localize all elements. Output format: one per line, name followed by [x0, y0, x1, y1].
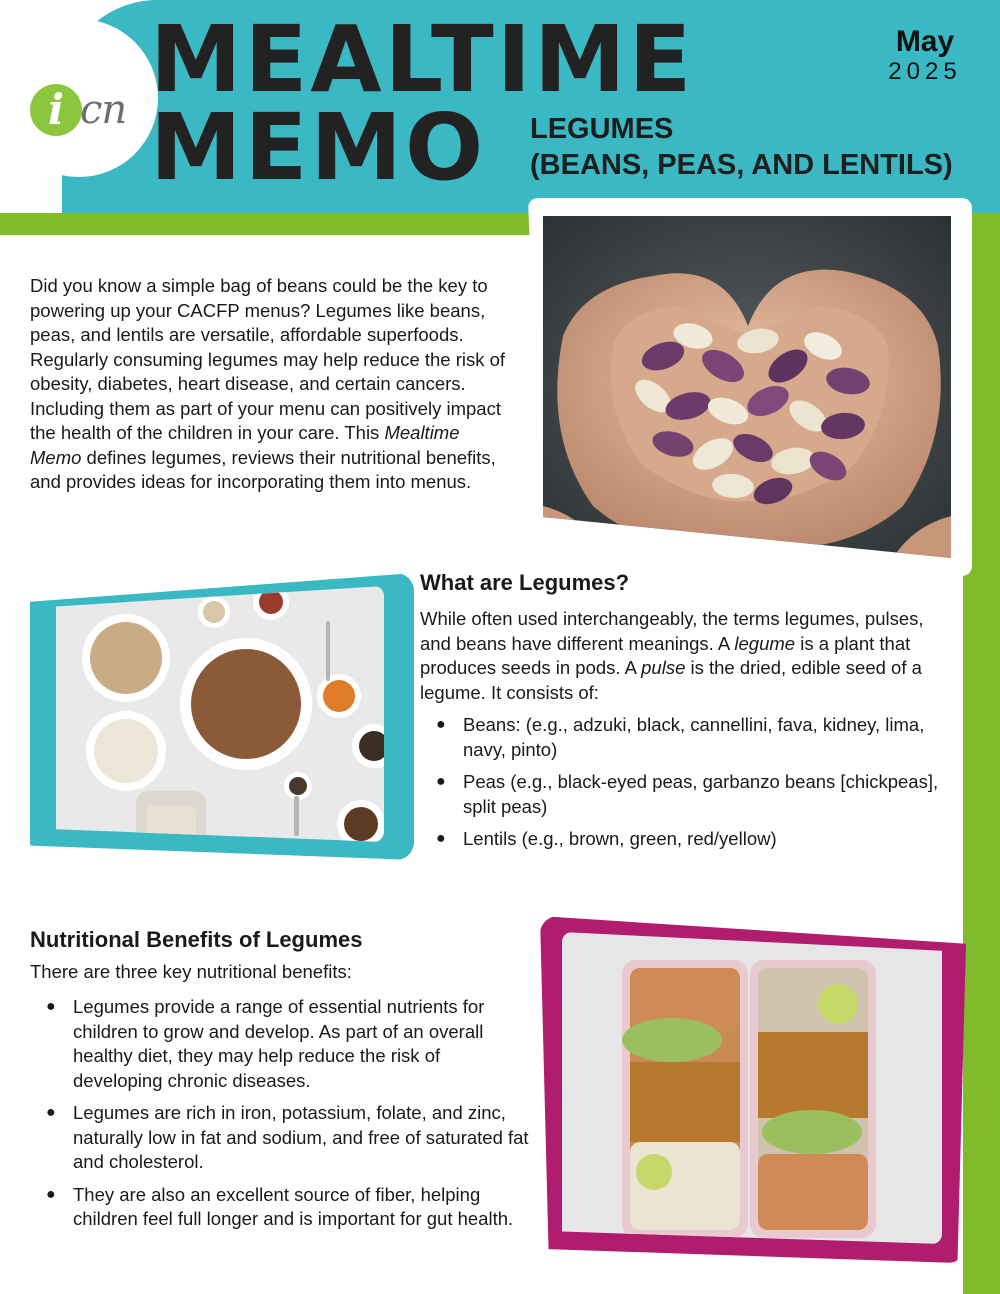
list-item: [420, 713, 950, 762]
nutritional-benefits-heading: Nutritional Benefits of Legumes: [30, 927, 363, 952]
pulse-types-list: [420, 713, 950, 860]
list-item-text: Peas (e.g., black-eyed peas, garbanzo beans [chickpeas], split peas): [463, 771, 939, 817]
intro-paragraph: [30, 274, 515, 495]
issue-year: 2025: [888, 58, 962, 85]
list-item: [30, 995, 530, 1093]
intro-text-1: Did you know a simple bag of beans could be the key to powering up your CACFP menus? Legumes like beans, peas, and lentils are versatile, affordable superfoods. Regularly consuming legumes may help reduce the risk of obesity, diabetes, heart disease, and certain cancers. Including them as part of your menu can positively impact the health of the children in your care. This: [30, 275, 506, 443]
intro-text-2: defines legumes, reviews their nutritional benefits, and provides ideas for incorporating them into menus.: [30, 446, 496, 492]
list-item: [30, 1101, 530, 1175]
term-legume: legume: [734, 632, 796, 654]
topic-line-2: (BEANS, PEAS, AND LENTILS): [530, 149, 953, 181]
list-item-text: Legumes are rich in iron, potassium, folate, and zinc, naturally low in fat and sodium, and free of saturated fat and cholesterol.: [73, 1102, 529, 1172]
beans-in-hands-photo: [543, 216, 951, 558]
definition-text-2: is a plant that produces seeds in pods. A: [420, 632, 911, 678]
list-item: [420, 770, 950, 819]
logo-i-letter: i: [48, 85, 64, 134]
bullet-icon: ●: [436, 716, 446, 733]
definition-text-1: While often used interchangeably, the terms legumes, pulses, and beans have different meanings. A: [420, 608, 924, 654]
meal-prep-containers-photo: [562, 932, 942, 1244]
topic-line-1: LEGUMES: [530, 113, 674, 145]
title-mealtime: MEALTIME: [150, 6, 695, 113]
term-pulse: pulse: [641, 657, 686, 678]
list-item-text: Beans: (e.g., adzuki, black, cannellini, fava, kidney, lima, navy, pinto): [463, 714, 925, 760]
legume-definition-paragraph: [420, 607, 955, 705]
list-item-text: Lentils (e.g., brown, green, red/yellow): [463, 828, 777, 849]
what-are-legumes-heading: What are Legumes?: [420, 570, 630, 595]
intro-memo-title: Mealtime Memo: [30, 422, 460, 468]
issue-month: May: [895, 25, 955, 58]
title-memo: MEMO: [150, 94, 487, 201]
definition-text-3: is the dried, edible seed of a legume. It consists of:: [420, 657, 922, 703]
bullet-icon: ●: [436, 830, 446, 847]
icn-logo: [30, 84, 140, 144]
list-item: [30, 1183, 530, 1232]
list-item-text: They are also an excellent source of fiber, helping children feel full longer and is important for gut health.: [73, 1183, 514, 1229]
nutritional-benefits-intro: There are three key nutritional benefits:: [30, 961, 352, 982]
bullet-icon: ●: [46, 998, 56, 1015]
legume-bowls-photo: [56, 586, 384, 842]
newsletter-topic: [530, 111, 953, 183]
list-item: [420, 827, 950, 852]
bullet-icon: ●: [46, 1104, 56, 1121]
bullet-icon: ●: [436, 773, 446, 790]
nutritional-benefits-list: [30, 995, 530, 1240]
logo-cn-letters: cn: [80, 87, 127, 133]
bullet-icon: ●: [46, 1185, 56, 1203]
list-item-text: Legumes provide a range of essential nutrients for children to grow and develop. As part of an overall healthy diet, they may help reduce the risk of developing chronic diseases.: [73, 996, 485, 1091]
